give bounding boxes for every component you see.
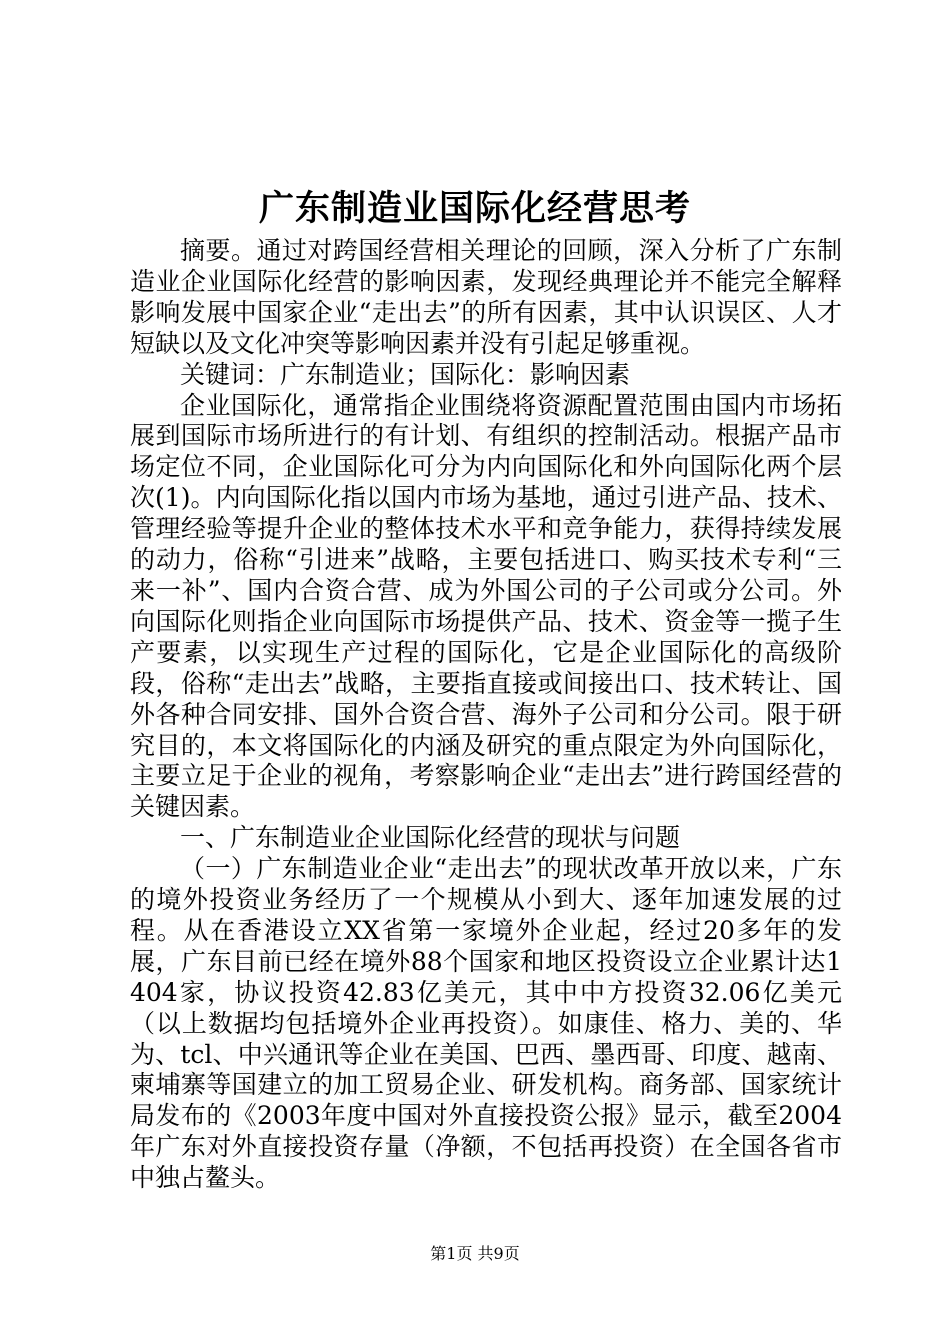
document-title: 广东制造业国际化经营思考 [258, 188, 691, 229]
page-footer: 第1页 共9页 [430, 1244, 520, 1263]
section-heading: 一、广东制造业企业国际化经营的现状与问题 [180, 823, 681, 853]
abstract-paragraph: 摘要。通过对跨国经营相关理论的回顾，深入分析了广东制造业企业国际化经营的影响因素，发现经典理论并不能完全解释影响发展中国家企业“走出去”的所有因素，其中认识误区、人才短缺以及文化冲突等影响因素并没有引起足够重视。 [130, 236, 842, 358]
body-paragraph: （一）广东制造业企业“走出去”的现状改革开放以来，广东的境外投资业务经历了一个规模从小到大、逐年加速发展的过程。从在香港设立XX省第一家境外企业起，经过20多年的发展，广东目前已经在境外88个国家和地区投资设立企业累计达1404家，协议投资42.83亿美元，其中中方投资32.06亿美元（以上数据均包括境外企业再投资）。如康佳、格力、美的、华为、tcl、中兴通讯等企业在美国、巴西、墨西哥、印度、越南、柬埔寨等国建立的加工贸易企业、研发机构。商务部、国家统计局发布的《2003年度中国对外直接投资公报》显示，截至2004年广东对外直接投资存量（净额，不包括再投资）在全国各省市中独占鳌头。 [130, 854, 842, 1193]
keywords-paragraph: 关键词：广东制造业；国际化：影响因素 [180, 359, 631, 389]
body-paragraph: 企业国际化，通常指企业围绕将资源配置范围由国内市场拓展到国际市场所进行的有计划、有组织的控制活动。根据产品市场定位不同，企业国际化可分为内向国际化和外向国际化两个层次(1)。内向国际化指以国内市场为基地，通过引进产品、技术、管理经验等提升企业的整体技术水平和竞争能力，获得持续发展的动力，俗称“引进来”战略，主要包括进口、购买技术专利“三来一补”、国内合资合营、成为外国公司的子公司或分公司。外向国际化则指企业向国际市场提供产品、技术、资金等一揽子生产要素，以实现生产过程的国际化，它是企业国际化的高级阶段，俗称“走出去”战略，主要指直接或间接出口、技术转让、国外各种合同安排、国外合资合营、海外子公司和分公司。限于研究目的，本文将国际化的内涵及研究的重点限定为外向国际化，主要立足于企业的视角，考察影响企业“走出去”进行跨国经营的关键因素。 [130, 390, 842, 822]
document-body [130, 236, 842, 1194]
